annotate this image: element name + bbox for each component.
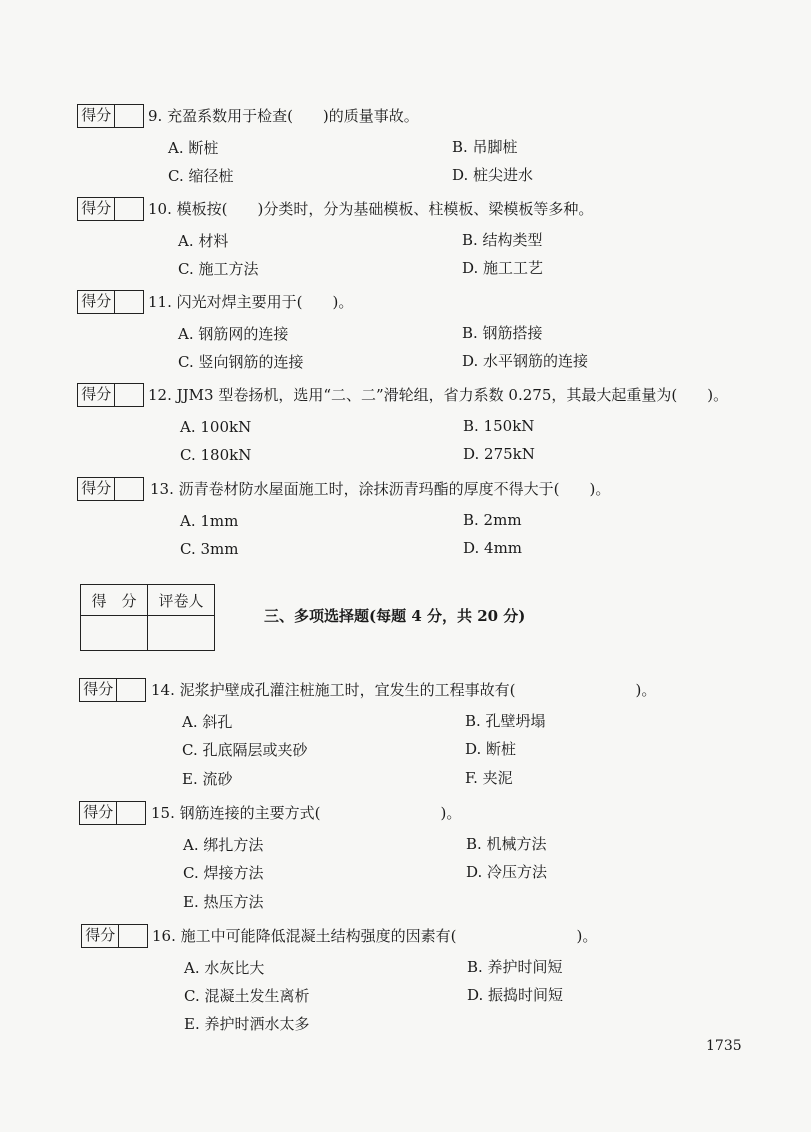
option: A. 钢筋网的连接: [178, 325, 289, 343]
score-box: [77, 104, 144, 128]
option: C. 缩径桩: [168, 167, 234, 185]
score-label: 得分: [78, 198, 115, 220]
question-stem: 12. JJM3 型卷扬机，选用“二、二”滑轮组，省力系数 0.275，其最大起重量为( )。: [148, 386, 729, 404]
option: D. 振捣时间短: [467, 986, 564, 1004]
page-number: 1735: [706, 1038, 742, 1054]
score-box: [77, 197, 144, 221]
question-stem: 16. 施工中可能降低混凝土结构强度的因素有( )。: [152, 927, 598, 945]
score-box: [79, 801, 146, 825]
option: E. 流砂: [182, 770, 233, 788]
score-box: [81, 924, 148, 948]
option: C. 混凝土发生离析: [184, 987, 310, 1005]
question-stem: 11. 闪光对焊主要用于( )。: [148, 293, 354, 311]
question-stem: 10. 模板按( )分类时，分为基础模板、柱模板、梁模板等多种。: [148, 200, 594, 218]
option: D. 水平钢筋的连接: [462, 352, 589, 370]
option: A. 绑扎方法: [183, 836, 264, 854]
option: B. 孔壁坍塌: [465, 712, 546, 730]
option: C. 3mm: [180, 540, 239, 558]
option: A. 1mm: [180, 512, 239, 530]
option: A. 100kN: [180, 418, 252, 436]
grader-header: 评卷人: [148, 585, 215, 616]
question-stem: 9. 充盈系数用于检查( )的质量事故。: [148, 107, 419, 125]
score-label: 得分: [78, 384, 115, 406]
option: A. 斜孔: [182, 713, 233, 731]
score-cell: [81, 616, 148, 651]
option: B. 2mm: [463, 511, 522, 529]
option: D. 冷压方法: [466, 863, 548, 881]
option: B. 150kN: [463, 417, 535, 435]
option: F. 夹泥: [465, 769, 513, 787]
option: C. 180kN: [180, 446, 252, 464]
score-box: [79, 678, 146, 702]
option: B. 养护时间短: [467, 958, 563, 976]
grader-cell: [148, 616, 215, 651]
option: B. 机械方法: [466, 835, 547, 853]
option: E. 热压方法: [183, 893, 264, 911]
grader-table: [80, 584, 215, 651]
score-label: 得分: [78, 105, 115, 127]
option: A. 断桩: [168, 139, 219, 157]
question-stem: 14. 泥浆护壁成孔灌注桩施工时，宜发生的工程事故有( )。: [151, 681, 657, 699]
option: C. 竖向钢筋的连接: [178, 353, 304, 371]
score-box: [77, 290, 144, 314]
score-header: 得 分: [81, 585, 148, 616]
question-stem: 13. 沥青卷材防水屋面施工时，涂抹沥青玛酯的厚度不得大于( )。: [150, 480, 611, 498]
option: A. 水灰比大: [184, 959, 265, 977]
score-box: [77, 477, 144, 501]
option: B. 结构类型: [462, 231, 543, 249]
option: A. 材料: [178, 232, 229, 250]
option: D. 桩尖进水: [452, 166, 534, 184]
score-label: 得分: [78, 291, 115, 313]
score-label: 得分: [80, 679, 117, 701]
option: B. 吊脚桩: [452, 138, 518, 156]
section-title: 三、多项选择题(每题 4 分，共 20 分): [264, 607, 526, 625]
option: C. 孔底隔层或夹砂: [182, 741, 308, 759]
option: E. 养护时洒水太多: [184, 1015, 310, 1033]
score-label: 得分: [82, 925, 119, 947]
option: C. 施工方法: [178, 260, 259, 278]
score-label: 得分: [80, 802, 117, 824]
option: D. 施工工艺: [462, 259, 544, 277]
score-box: [77, 383, 144, 407]
option: C. 焊接方法: [183, 864, 264, 882]
score-label: 得分: [78, 478, 115, 500]
question-stem: 15. 钢筋连接的主要方式( )。: [151, 804, 462, 822]
option: D. 4mm: [463, 539, 523, 557]
option: D. 275kN: [463, 445, 535, 463]
option: D. 断桩: [465, 740, 517, 758]
option: B. 钢筋搭接: [462, 324, 543, 342]
